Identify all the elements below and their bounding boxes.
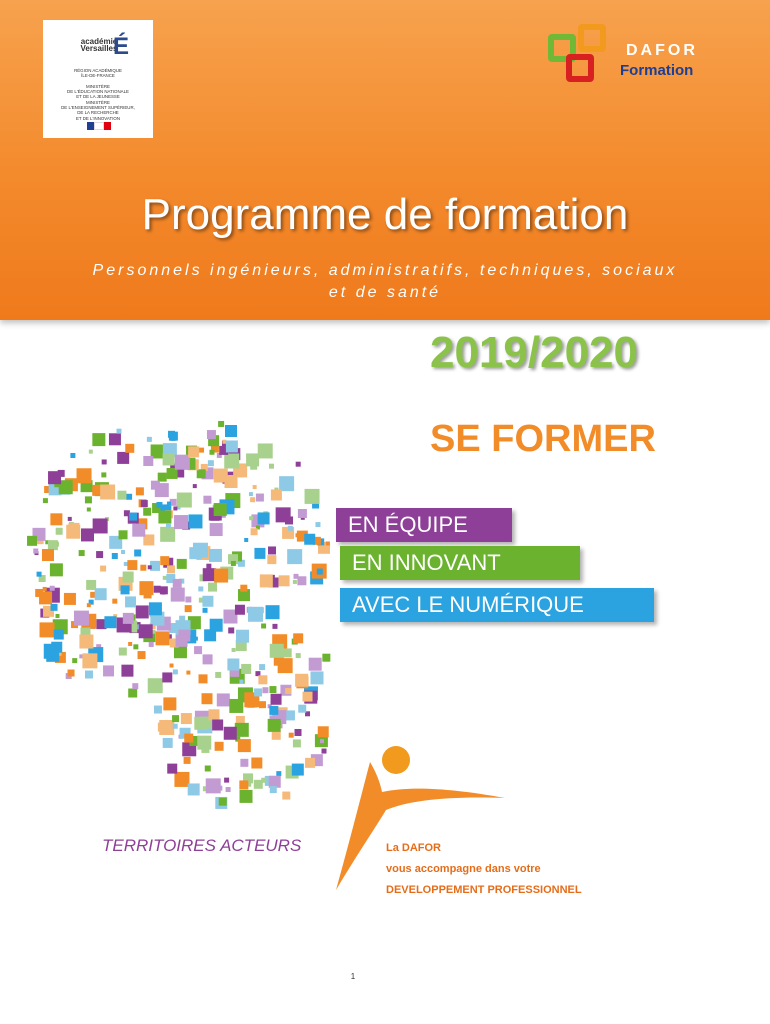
mosaic-square bbox=[177, 493, 192, 508]
mosaic-square bbox=[50, 513, 62, 525]
subtitle-line2: et de santé bbox=[328, 284, 442, 301]
academie-versailles-logo bbox=[43, 20, 153, 138]
mosaic-square bbox=[119, 530, 128, 539]
mosaic-square bbox=[149, 602, 162, 615]
mosaic-square bbox=[270, 786, 277, 793]
mosaic-square bbox=[134, 549, 141, 556]
mosaic-square bbox=[219, 798, 227, 806]
mosaic-square bbox=[206, 564, 211, 569]
mosaic-square bbox=[48, 540, 58, 550]
tag-en-equipe: EN ÉQUIPE bbox=[336, 508, 512, 542]
mosaic-square bbox=[33, 549, 38, 554]
accompaniment-text bbox=[386, 838, 582, 901]
mosaic-square bbox=[303, 692, 313, 702]
mosaic-square bbox=[260, 574, 273, 587]
mosaic-square bbox=[184, 734, 193, 743]
mosaic-square bbox=[43, 498, 48, 503]
mosaic-square bbox=[93, 518, 108, 533]
mosaic-square bbox=[268, 719, 281, 732]
mosaic-square bbox=[123, 572, 134, 583]
mosaic-square bbox=[235, 723, 249, 737]
mosaic-square bbox=[82, 653, 97, 668]
mosaic-square bbox=[225, 475, 238, 488]
mosaic-square bbox=[194, 717, 207, 730]
mosaic-square bbox=[214, 569, 228, 583]
mosaic-square bbox=[184, 757, 191, 764]
mosaic-square bbox=[89, 450, 93, 454]
mosaic-square bbox=[208, 460, 214, 466]
mosaic-square bbox=[102, 459, 107, 464]
mosaic-square bbox=[174, 515, 188, 529]
mosaic-square bbox=[160, 527, 175, 542]
mosaic-square bbox=[226, 440, 238, 452]
mosaic-square bbox=[279, 575, 290, 586]
mosaic-square bbox=[186, 671, 190, 675]
mosaic-square bbox=[96, 551, 103, 558]
mosaic-square bbox=[171, 588, 185, 602]
mosaic-square bbox=[103, 665, 114, 676]
mosaic-square bbox=[259, 701, 266, 708]
mosaic-square bbox=[124, 562, 128, 566]
mosaic-square bbox=[193, 484, 197, 488]
mosaic-square bbox=[170, 664, 174, 668]
mosaic-square bbox=[224, 727, 237, 740]
mosaic-square bbox=[117, 452, 129, 464]
mosaic-square bbox=[240, 759, 248, 767]
mosaic-square bbox=[248, 607, 263, 622]
mosaic-square bbox=[156, 631, 170, 645]
mosaic-square bbox=[188, 783, 200, 795]
subtitle-line1: Personnels ingénieurs, administratifs, techniques, sociaux bbox=[92, 262, 678, 279]
mosaic-square bbox=[261, 778, 266, 783]
mosaic-square bbox=[173, 669, 178, 674]
mosaic-square bbox=[166, 523, 171, 528]
mosaic-square bbox=[143, 456, 153, 466]
mosaic-square bbox=[322, 654, 330, 662]
flag-icon bbox=[87, 122, 111, 130]
mosaic-square bbox=[298, 509, 307, 518]
mosaic-square bbox=[189, 547, 201, 559]
mosaic-square bbox=[203, 568, 216, 581]
mosaic-square bbox=[269, 464, 274, 469]
mosaic-square bbox=[305, 758, 315, 768]
mosaic-square bbox=[132, 683, 138, 689]
mosaic-square bbox=[72, 658, 77, 663]
mosaic-square bbox=[241, 664, 251, 674]
mosaic-square bbox=[283, 648, 292, 657]
mosaic-square bbox=[125, 444, 134, 453]
mosaic-square bbox=[51, 604, 58, 611]
accomp-line2: vous accompagne dans votre bbox=[386, 863, 541, 875]
mosaic-square bbox=[285, 688, 291, 694]
mosaic-square bbox=[143, 508, 151, 516]
mosaic-square bbox=[267, 555, 276, 564]
mosaic-square bbox=[126, 494, 132, 500]
mosaic-square bbox=[239, 680, 243, 684]
mosaic-square bbox=[309, 658, 322, 671]
mosaic-square bbox=[276, 771, 281, 776]
mosaic-square bbox=[292, 764, 304, 776]
mosaic-square bbox=[258, 443, 273, 458]
mosaic-square bbox=[326, 541, 330, 545]
mosaic-square bbox=[248, 701, 255, 708]
mosaic-square bbox=[203, 654, 213, 664]
mosaic-square bbox=[293, 580, 297, 584]
mosaic-square bbox=[203, 496, 211, 504]
mosaic-square bbox=[206, 778, 221, 793]
mosaic-square bbox=[42, 549, 54, 561]
mosaic-square bbox=[279, 476, 294, 491]
mosaic-square bbox=[156, 502, 162, 508]
mosaic-square bbox=[317, 569, 323, 575]
mosaic-square bbox=[278, 658, 293, 673]
mosaic-square bbox=[205, 765, 211, 771]
mosaic-square bbox=[104, 616, 116, 628]
mosaic-square bbox=[181, 713, 192, 724]
mosaic-square bbox=[185, 596, 191, 602]
mosaic-square bbox=[158, 511, 171, 524]
mosaic-square bbox=[209, 549, 222, 562]
mosaic-square bbox=[269, 686, 276, 693]
mosaic-square bbox=[198, 586, 203, 591]
mosaic-square bbox=[240, 790, 253, 803]
mosaic-square bbox=[285, 710, 295, 720]
mosaic-square bbox=[100, 485, 115, 500]
accomp-line3: DEVELOPPEMENT PROFESSIONNEL bbox=[386, 884, 582, 896]
mosaic-square bbox=[109, 433, 121, 445]
mosaic-square bbox=[194, 646, 202, 654]
mosaic-square bbox=[297, 576, 306, 585]
mosaic-square bbox=[138, 651, 146, 659]
mosaic-square bbox=[261, 623, 266, 628]
mosaic-square bbox=[167, 764, 177, 774]
dafor-formation-logo bbox=[548, 24, 728, 88]
mosaic-square bbox=[269, 706, 278, 715]
mosaic-square bbox=[163, 576, 167, 580]
mosaic-square bbox=[293, 633, 303, 643]
mosaic-square bbox=[293, 739, 301, 747]
mosaic-square bbox=[136, 605, 149, 618]
logo-dafor-text: DAFOR bbox=[626, 42, 698, 59]
mosaic-square bbox=[270, 644, 284, 658]
mosaic-square bbox=[236, 630, 249, 643]
mosaic-square bbox=[244, 538, 248, 542]
mosaic-square bbox=[127, 560, 137, 570]
mosaic-square bbox=[74, 611, 89, 626]
mosaic-square bbox=[85, 670, 93, 678]
mosaic-square bbox=[293, 574, 298, 579]
mosaic-square bbox=[50, 563, 63, 576]
mosaic-square bbox=[48, 471, 61, 484]
page-subtitle bbox=[60, 260, 710, 304]
mosaic-square bbox=[125, 596, 136, 607]
mosaic-square bbox=[295, 729, 302, 736]
mosaic-square bbox=[240, 585, 247, 592]
mosaic-square bbox=[229, 699, 243, 713]
mosaic-square bbox=[112, 553, 118, 559]
mosaic-square bbox=[149, 642, 154, 647]
mosaic-square bbox=[210, 523, 223, 536]
mosaic-square bbox=[117, 429, 122, 434]
mosaic-square bbox=[322, 749, 327, 754]
mosaic-square bbox=[232, 648, 236, 652]
mosaic-square bbox=[225, 425, 237, 437]
mosaic-square bbox=[207, 430, 216, 439]
page-number: 1 bbox=[350, 972, 356, 981]
mosaic-square bbox=[55, 614, 59, 618]
mosaic-square bbox=[92, 433, 105, 446]
mosaic-square bbox=[269, 776, 281, 788]
accomp-line1: La DAFOR bbox=[386, 842, 441, 854]
mosaic-square bbox=[35, 589, 43, 597]
mosaic-square bbox=[251, 528, 258, 535]
mosaic-square bbox=[238, 739, 251, 752]
mosaic-square bbox=[167, 565, 175, 573]
mosaic-square bbox=[298, 705, 306, 713]
mosaic-square bbox=[188, 514, 202, 528]
mosaic-square bbox=[268, 546, 276, 554]
mosaic-square bbox=[272, 624, 277, 629]
mosaic-square bbox=[249, 492, 253, 496]
mosaic-square bbox=[86, 580, 96, 590]
mosaic-square bbox=[222, 440, 226, 444]
mosaic-square bbox=[54, 630, 64, 640]
mosaic-square bbox=[262, 687, 268, 693]
mosaic-square bbox=[87, 603, 91, 607]
mosaic-square bbox=[68, 670, 75, 677]
mosaic-square bbox=[256, 494, 264, 502]
mosaic-square bbox=[250, 497, 255, 502]
mosaic-square bbox=[87, 507, 91, 511]
mosaic-square bbox=[100, 566, 106, 572]
mosaic-square bbox=[202, 596, 213, 607]
mosaic-square bbox=[155, 483, 169, 497]
territoires-acteurs-label: TERRITOIRES ACTEURS bbox=[102, 836, 302, 855]
mosaic-square bbox=[259, 664, 265, 670]
mosaic-square bbox=[251, 758, 262, 769]
mosaic-square bbox=[141, 500, 148, 507]
mosaic-square bbox=[43, 587, 47, 591]
mosaic-square bbox=[239, 780, 248, 789]
mosaic-square bbox=[188, 446, 199, 457]
mosaic-square bbox=[287, 549, 302, 564]
mosaic-square bbox=[235, 605, 245, 615]
mosaic-square bbox=[289, 733, 294, 738]
tag-en-innovant: EN INNOVANT bbox=[340, 546, 580, 580]
mosaic-square bbox=[101, 472, 106, 477]
mosaic-square bbox=[173, 579, 182, 588]
mosaic-square bbox=[133, 644, 138, 649]
mosaic-square bbox=[272, 731, 281, 740]
mosaic-square bbox=[271, 694, 282, 705]
mosaic-square bbox=[226, 787, 231, 792]
mosaic-square bbox=[174, 772, 189, 787]
mosaic-square bbox=[27, 536, 37, 546]
mosaic-square bbox=[202, 693, 213, 704]
mosaic-square bbox=[304, 534, 315, 545]
mosaic-square bbox=[163, 453, 175, 465]
mosaic-square bbox=[139, 581, 153, 595]
mosaic-square bbox=[95, 588, 107, 600]
mosaic-square bbox=[282, 792, 290, 800]
mosaic-square bbox=[176, 635, 188, 647]
mosaic-square bbox=[305, 489, 320, 504]
mosaic-square bbox=[68, 523, 79, 534]
mosaic-square bbox=[148, 678, 163, 693]
mosaic-square bbox=[217, 693, 230, 706]
mosaic-square bbox=[296, 462, 301, 467]
mosaic-square bbox=[175, 455, 190, 470]
mosaic-square bbox=[224, 453, 239, 468]
mosaic-square bbox=[51, 642, 62, 653]
header-banner bbox=[0, 0, 770, 320]
mosaic-square bbox=[85, 496, 92, 503]
logo-square-orange bbox=[578, 24, 606, 52]
mosaic-square bbox=[79, 550, 85, 556]
mosaic-square bbox=[158, 723, 167, 732]
mosaic-square bbox=[79, 635, 93, 649]
mosaic-square bbox=[254, 688, 262, 696]
logo-emblem: É bbox=[113, 33, 130, 60]
mosaic-square bbox=[215, 742, 224, 751]
mosaic-square bbox=[81, 528, 94, 541]
mosaic-square bbox=[295, 674, 308, 687]
mosaic-square bbox=[315, 522, 320, 527]
mosaic-square bbox=[214, 503, 227, 516]
mosaic-square bbox=[163, 738, 173, 748]
logo-ministry-lines: RÉGION ACADÉMIQUE ÎLE-DE-FRANCE MINISTÈRE DE L'ÉDUCATION NATIONALE ET DE LA JEUNESSE MINISTÈRE DE L'ENSEIGNEMENT SUPÉRIEUR, DE LA RECHERCHE ET DE L'INNOVATION bbox=[61, 68, 135, 121]
mosaic-square bbox=[218, 421, 224, 427]
mosaic-square bbox=[204, 629, 216, 641]
mosaic-square bbox=[224, 778, 229, 783]
mosaic-square bbox=[266, 605, 280, 619]
logo-brand-line1: académie bbox=[80, 37, 118, 46]
mosaic-square bbox=[50, 586, 55, 591]
mosaic-square bbox=[136, 487, 144, 495]
mosaic-square bbox=[169, 432, 178, 441]
mosaic-square bbox=[296, 653, 301, 658]
mosaic-square bbox=[288, 526, 293, 531]
mosaic-square bbox=[139, 624, 153, 638]
logo-square-red bbox=[566, 54, 594, 82]
mosaic-square bbox=[249, 516, 253, 520]
mosaic-square bbox=[148, 565, 152, 569]
mosaic-square bbox=[117, 491, 126, 500]
mosaic-square bbox=[173, 724, 178, 729]
mosaic-square bbox=[162, 672, 172, 682]
page-title: Programme de formation bbox=[141, 190, 629, 239]
mosaic-square bbox=[209, 450, 214, 455]
territories-mosaic-map bbox=[0, 400, 340, 820]
mosaic-square bbox=[310, 671, 323, 684]
tag-avec-le-numerique: AVEC LE NUMÉRIQUE bbox=[340, 588, 654, 622]
mosaic-square bbox=[163, 697, 176, 710]
mosaic-square bbox=[199, 674, 208, 683]
mosaic-square bbox=[227, 659, 239, 671]
mosaic-square bbox=[160, 556, 169, 565]
mosaic-square bbox=[194, 637, 198, 641]
mosaic-square bbox=[228, 627, 234, 633]
mosaic-square bbox=[77, 468, 92, 483]
mosaic-square bbox=[154, 586, 161, 593]
mosaic-square bbox=[208, 583, 217, 592]
mosaic-square bbox=[40, 622, 55, 637]
mosaic-square bbox=[208, 709, 219, 720]
mosaic-square bbox=[254, 548, 265, 559]
mosaic-square bbox=[231, 561, 236, 566]
mosaic-square bbox=[158, 473, 167, 482]
mosaic-square bbox=[121, 585, 130, 594]
mosaic-square bbox=[167, 502, 171, 506]
mosaic-square bbox=[140, 565, 146, 571]
mosaic-square bbox=[37, 572, 42, 577]
mosaic-square bbox=[253, 485, 257, 489]
mosaic-square bbox=[203, 608, 208, 613]
mosaic-square bbox=[285, 516, 293, 524]
mosaic-square bbox=[129, 513, 137, 521]
mosaic-square bbox=[128, 689, 137, 698]
mosaic-square bbox=[177, 559, 187, 569]
mosaic-square bbox=[318, 726, 329, 737]
year-label: 2019/2020 bbox=[430, 328, 638, 377]
mosaic-square bbox=[112, 599, 117, 604]
mosaic-square bbox=[128, 642, 132, 646]
mosaic-square bbox=[161, 591, 165, 595]
mosaic-square bbox=[172, 715, 179, 722]
mosaic-square bbox=[56, 528, 63, 535]
mosaic-square bbox=[185, 605, 192, 612]
mosaic-square bbox=[121, 665, 133, 677]
logo-formation-text: Formation bbox=[620, 62, 694, 79]
mosaic-square bbox=[246, 453, 259, 466]
mosaic-square bbox=[132, 524, 145, 537]
mosaic-square bbox=[173, 506, 177, 510]
mosaic-square bbox=[70, 453, 75, 458]
mosaic-square bbox=[258, 512, 270, 524]
mosaic-square bbox=[258, 675, 267, 684]
se-former-heading: SE FORMER bbox=[430, 418, 656, 460]
mosaic-square bbox=[121, 550, 125, 554]
mosaic-square bbox=[147, 437, 152, 442]
mosaic-square bbox=[197, 469, 206, 478]
mosaic-square bbox=[212, 719, 223, 730]
mosaic-square bbox=[199, 448, 204, 453]
mosaic-square bbox=[123, 613, 134, 624]
mosaic-square bbox=[320, 739, 324, 743]
mosaic-square bbox=[68, 517, 72, 521]
logo-brand-line2: Versailles bbox=[80, 44, 118, 53]
mosaic-square bbox=[64, 593, 76, 605]
mosaic-square bbox=[119, 648, 127, 656]
mosaic-square bbox=[154, 706, 162, 714]
mosaic-square bbox=[215, 672, 221, 678]
mosaic-square bbox=[271, 489, 282, 500]
mosaic-square bbox=[201, 745, 209, 753]
